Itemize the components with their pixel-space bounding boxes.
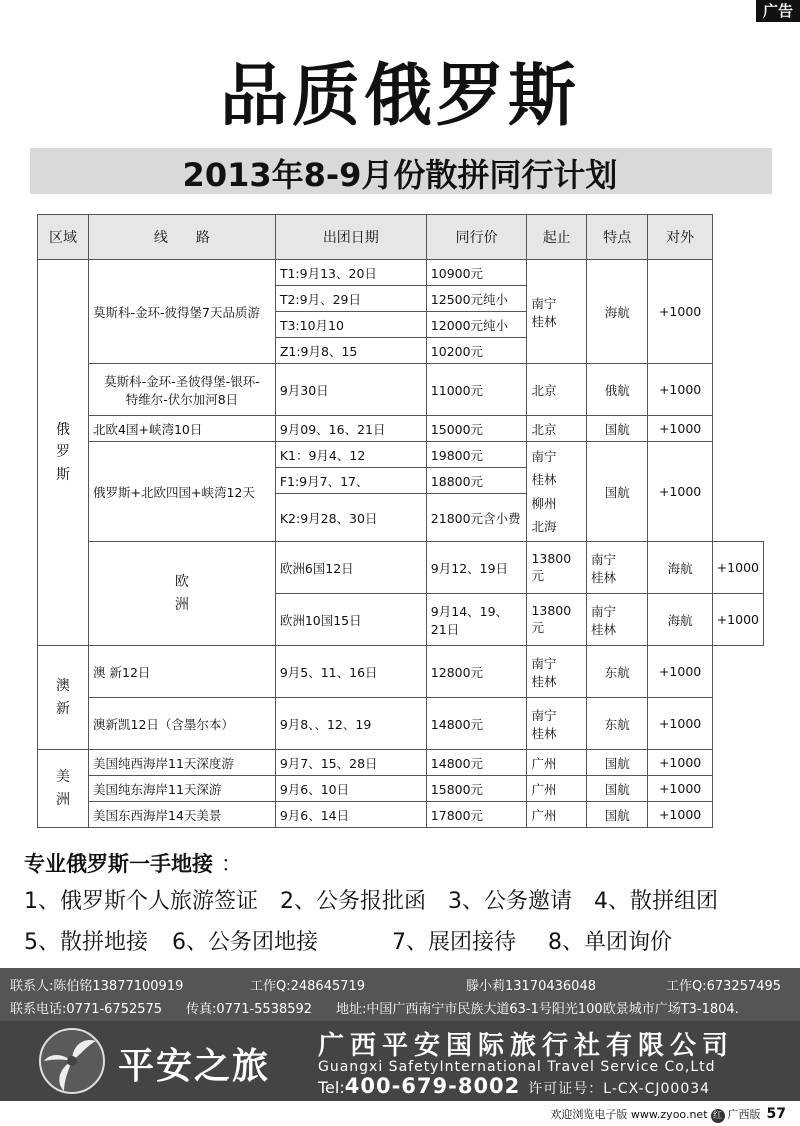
price-cell: 18800元 [426,468,527,494]
table-row [38,698,764,750]
feature-cell: 国航 [586,442,648,542]
date-cell: 9月09、16、21日 [275,416,426,442]
brand-name: 平安之旅 [118,1046,271,1087]
page-title: 品质俄罗斯 [219,57,580,136]
retail-cell: +1000 [648,646,712,698]
cities-cell: 南宁 桂林 [527,646,586,698]
table-row [38,364,764,416]
service-item: 7、展团接待 [392,930,516,955]
table-row [38,542,764,594]
schedule-table [37,214,764,828]
contact-phone: 联系电话:0771-6752575 [10,1002,163,1017]
route-cell: 莫斯科-金环-彼得堡7天品质游 [89,260,276,364]
route-cell: 美国纯西海岸11天深度游 [89,750,276,776]
edition-mark-icon: 红 [711,1109,725,1123]
date-cell: K1：9月4、12 [275,442,426,468]
header-price: 同行价 [426,215,527,260]
company-logo-icon [38,1027,106,1095]
price-cell: 14800元 [426,698,527,750]
region-russia: 俄 罗 斯 [38,260,89,646]
service-item: 4、散拼组团 [594,889,718,914]
table-row [38,750,764,776]
date-cell: 9月6、10日 [275,776,426,802]
company-tel: Tel:400-679-8002 许可证号：L-CX-CJ00034 [318,1074,711,1098]
services-row-2 [24,925,694,956]
price-cell: 11000元 [426,364,527,416]
footer-welcome: 欢迎浏览电子版 www.zyoo.net [550,1108,708,1121]
work-qq-2: 工作Q:673257495 [666,979,782,994]
retail-cell: +1000 [648,416,712,442]
contact-fax: 传真:0771-5538592 [186,1002,313,1017]
contact-address: 地址:中国广西南宁市民族大道63-1号阳光100欧景城市广场T3-1804. [336,1002,739,1017]
license-number: 许可证号：L-CX-CJ00034 [528,1081,711,1097]
cities-cell: 南宁 桂林 [527,698,586,750]
route-cell: 美国纯东海岸11天深游 [89,776,276,802]
services-row-1 [24,884,740,915]
retail-cell: +1000 [712,542,763,594]
price-cell: 17800元 [426,802,527,828]
table-header-row [38,215,764,260]
route-cell: 俄罗斯+北欧四国+峡湾12天 [89,442,276,542]
contact-person-2: 滕小莉13170436048 [466,979,596,994]
service-item: 6、公务团地接 [172,930,318,955]
feature-cell: 国航 [586,776,648,802]
company-name-cn: 广西平安国际旅行社有限公司 [318,1031,735,1061]
date-cell: 9月7、15、28日 [275,750,426,776]
feature-cell: 国航 [586,416,648,442]
cities-cell: 广州 [527,802,586,828]
price-cell: 10900元 [426,260,527,286]
region-australia: 澳 新 [38,646,89,750]
route-cell: 美国东西海岸14天美景 [89,802,276,828]
price-cell: 12500元纯小 [426,286,527,312]
table-row [38,802,764,828]
route-cell: 欧洲6国12日 [275,542,426,594]
retail-cell: +1000 [648,802,712,828]
service-item: 2、公务报批函 [280,889,426,914]
price-cell: 19800元 [426,442,527,468]
retail-cell: +1000 [648,442,712,542]
date-cell: Z1:9月8、15 [275,338,426,364]
retail-cell: +1000 [648,750,712,776]
feature-cell: 海航 [586,260,648,364]
price-cell: 12000元纯小 [426,312,527,338]
route-cell: 澳新凯12日（含墨尔本） [89,698,276,750]
route-cell: 北欧4国+峡湾10日 [89,416,276,442]
page-number: 57 [766,1106,786,1122]
date-cell: 9月14、19、21日 [426,594,527,646]
header-route: 线 路 [89,215,276,260]
price-cell: 15800元 [426,776,527,802]
region-america: 美 洲 [38,750,89,828]
ad-tag: 广告 [756,0,800,22]
cities-cell: 广州 [527,750,586,776]
table-row [38,416,764,442]
contact-band [0,968,800,1021]
table-row [38,776,764,802]
date-cell: K2:9月28、30日 [275,494,426,542]
table-row [38,260,764,286]
feature-cell: 海航 [648,542,712,594]
company-name-en: Guangxi SafetyInternational Travel Service Co,Ltd [318,1059,716,1075]
page-subtitle: 2013年8-9月份散拼同行计划 [182,156,618,194]
feature-cell: 国航 [586,750,648,776]
cities-cell: 南宁 桂林 [527,260,586,364]
retail-cell: +1000 [712,594,763,646]
contact-person-1: 联系人:陈伯铭13877100919 [10,979,184,994]
date-cell: T1:9月13、20日 [275,260,426,286]
feature-cell: 海航 [648,594,712,646]
date-cell: 9月8、、12、19 [275,698,426,750]
footer-edition: 广西版 [727,1108,761,1121]
route-cell: 澳 新12日 [89,646,276,698]
cities-cell: 南宁 桂林 柳州 北海 [527,442,586,542]
price-cell: 21800元含小费 [426,494,527,542]
table-row [38,646,764,698]
route-cell: 莫斯科-金环-圣彼得堡-银环- 特维尔-伏尔加河8日 [89,364,276,416]
cities-cell: 北京 [527,364,586,416]
retail-cell: +1000 [648,260,712,364]
retail-cell: +1000 [648,698,712,750]
service-item: 1、俄罗斯个人旅游签证 [24,889,258,914]
price-cell: 12800元 [426,646,527,698]
page-footer [550,1106,786,1123]
price-cell: 14800元 [426,750,527,776]
work-qq-1: 工作Q:248645719 [250,979,366,994]
header-retail: 对外 [648,215,712,260]
route-cell: 欧洲10国15日 [275,594,426,646]
header-feature: 特点 [586,215,648,260]
table-row [38,442,764,468]
date-cell: T3:10月10 [275,312,426,338]
header-dates: 出团日期 [275,215,426,260]
header-cities: 起止 [527,215,586,260]
cities-cell: 南宁 桂林 [586,542,648,594]
date-cell: 9月5、11、16日 [275,646,426,698]
cities-cell: 南宁 桂林 [586,594,648,646]
service-item: 5、散拼地接 [24,930,148,955]
feature-cell: 俄航 [586,364,648,416]
price-cell: 13800元 [527,542,586,594]
date-cell: T2:9月、29日 [275,286,426,312]
feature-cell: 东航 [586,646,648,698]
price-cell: 13800元 [527,594,586,646]
service-item: 8、单团询价 [548,930,672,955]
cities-cell: 广州 [527,776,586,802]
retail-cell: +1000 [648,776,712,802]
price-cell: 10200元 [426,338,527,364]
feature-cell: 国航 [586,802,648,828]
cities-cell: 北京 [527,416,586,442]
hotline-number: 400-679-8002 [344,1074,521,1098]
feature-cell: 东航 [586,698,648,750]
date-cell: 9月30日 [275,364,426,416]
price-cell: 15000元 [426,416,527,442]
date-cell: 9月12、19日 [426,542,527,594]
date-cell: 9月6、14日 [275,802,426,828]
retail-cell: +1000 [648,364,712,416]
services-title: 专业俄罗斯一手地接 ： [24,852,242,876]
region-europe: 欧 洲 [89,542,276,646]
header-region: 区域 [38,215,89,260]
date-cell: F1:9月7、17、 [275,468,426,494]
service-item: 3、公务邀请 [448,889,572,914]
